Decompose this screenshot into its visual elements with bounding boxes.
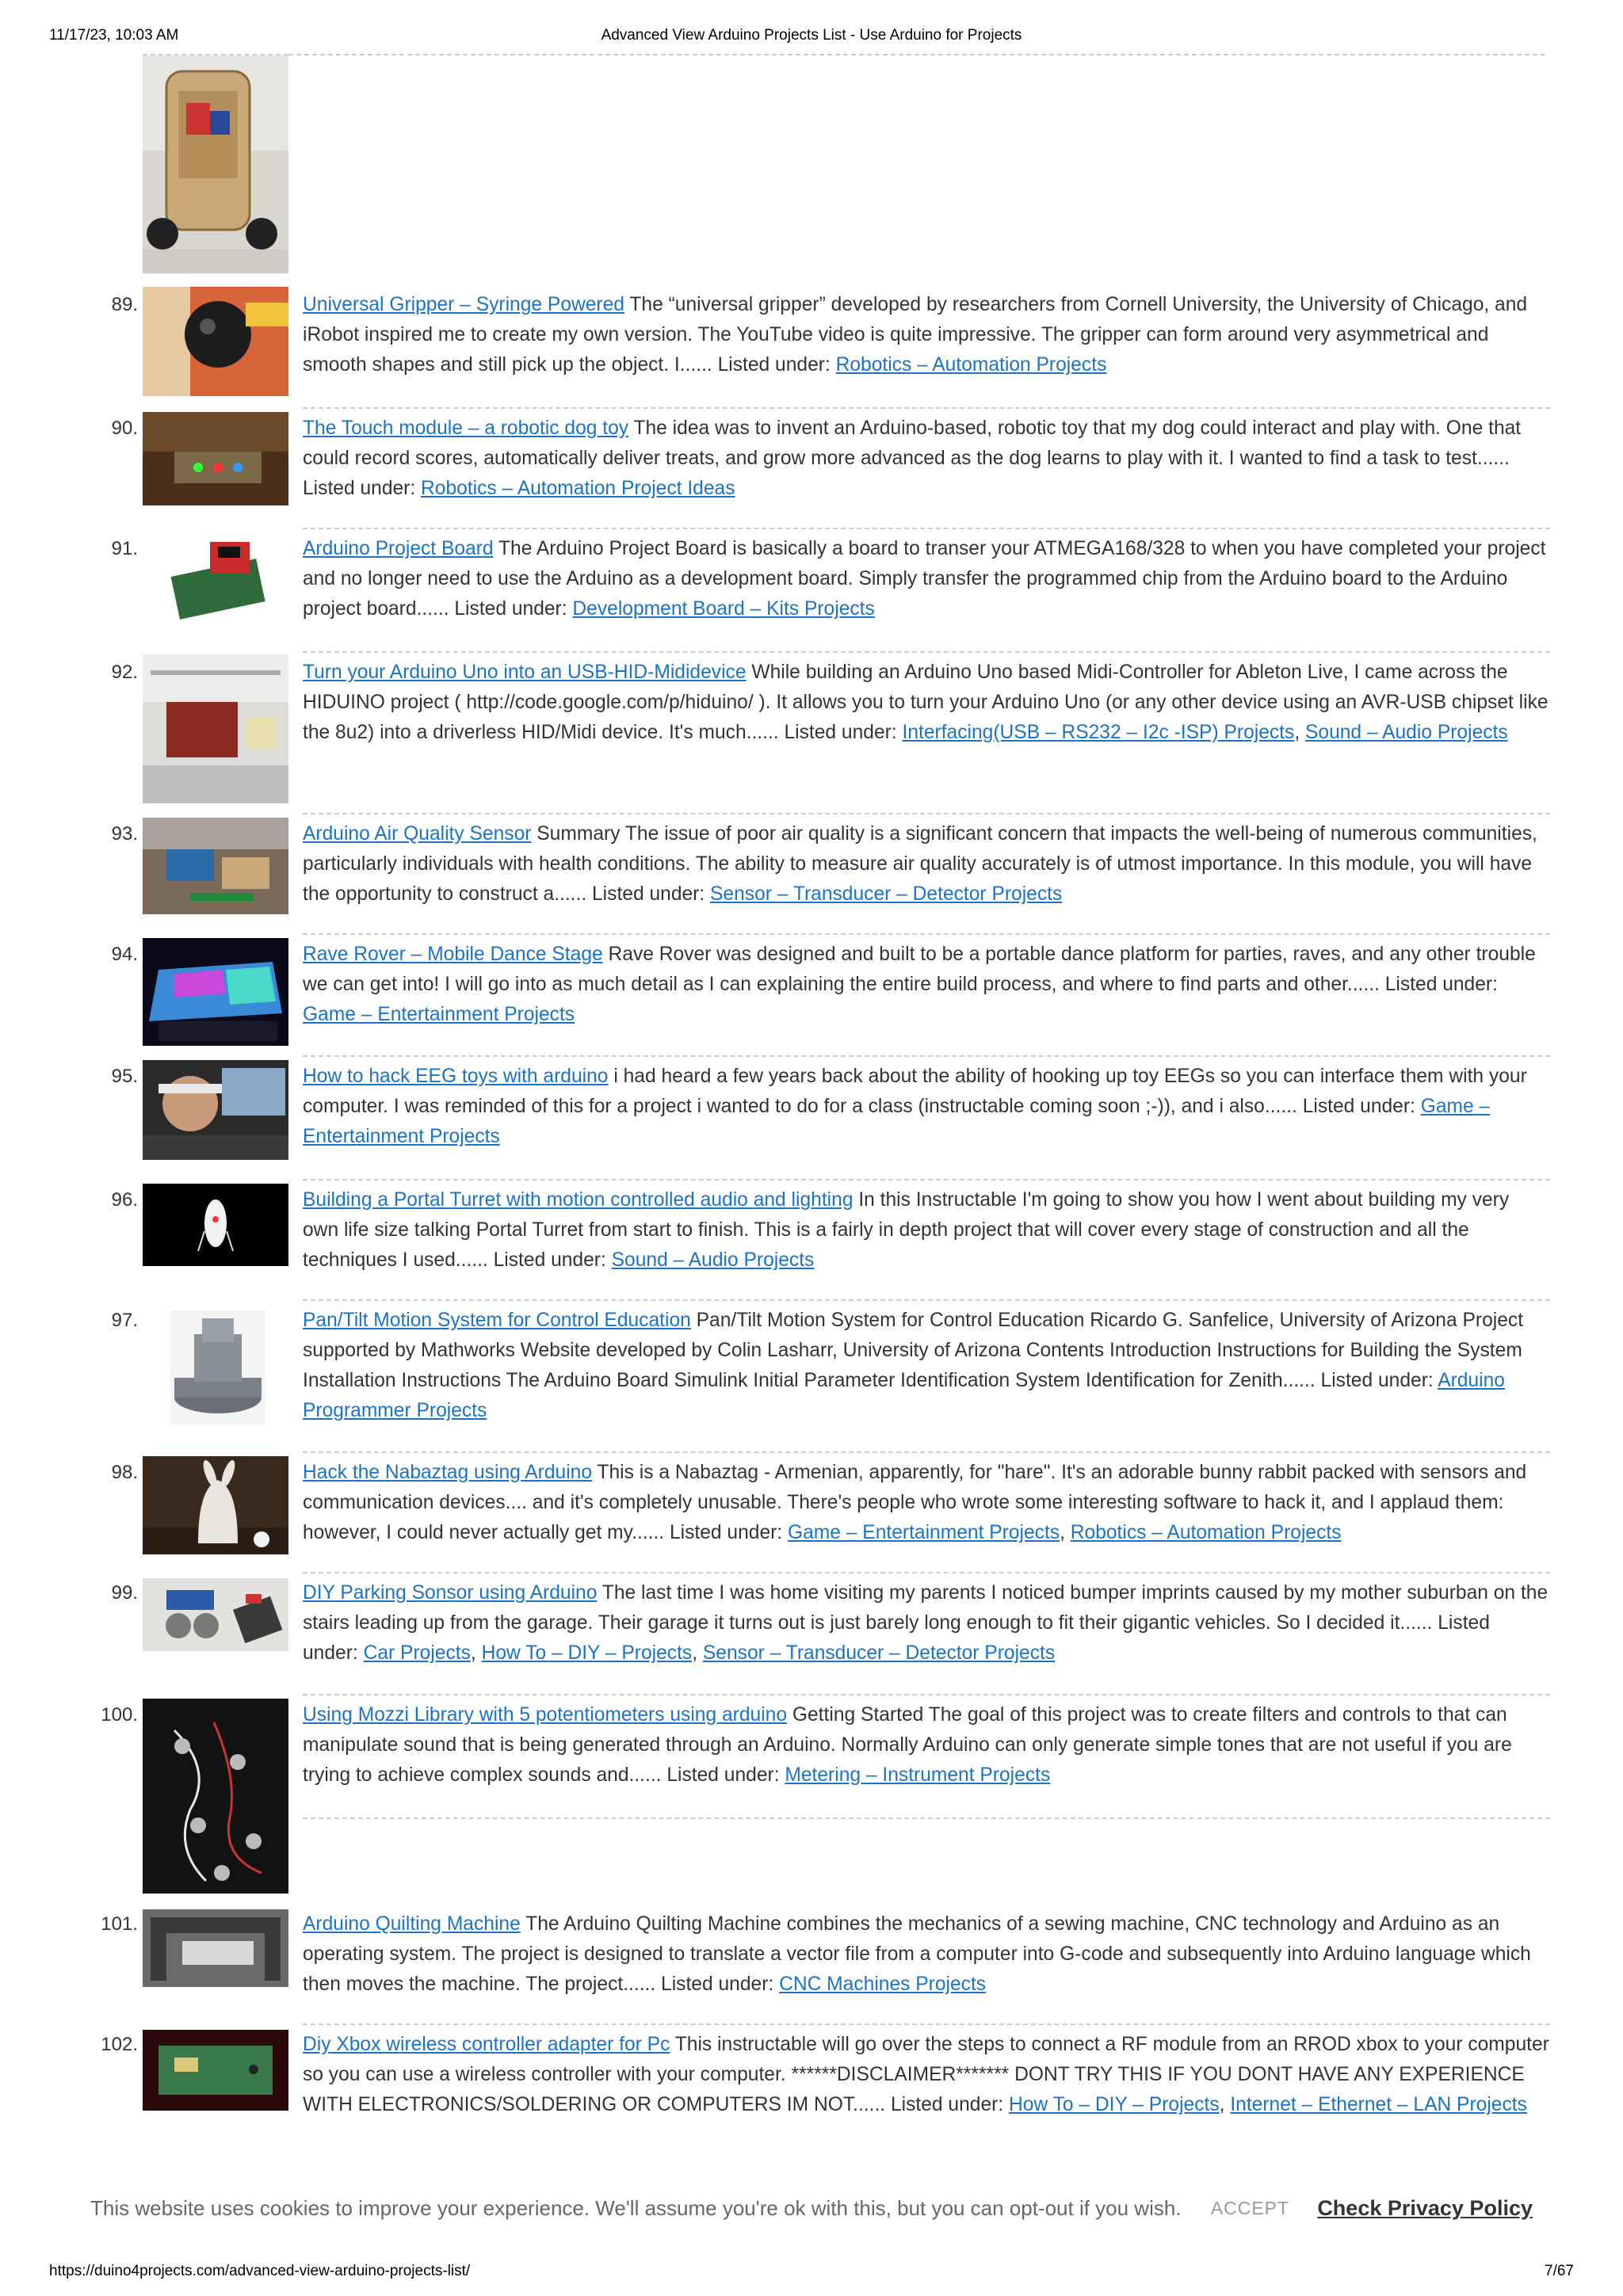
item-title-link[interactable]: Hack the Nabaztag using Arduino [303,1462,593,1483]
item-separator [303,1299,1550,1301]
category-link[interactable]: How To – DIY – Projects [1009,2094,1220,2115]
cookie-consent-bar [0,2195,1623,2234]
print-header [49,27,1574,46]
project-board-image [143,536,288,623]
item-body [303,819,1550,910]
quilting-machine-image [143,1909,288,1987]
category-link[interactable]: How To – DIY – Projects [481,1642,693,1664]
robot-chassis-image [143,55,288,273]
category-link[interactable]: Robotics – Automation Projects [1070,1522,1342,1543]
usb-hid-midi-image [143,654,288,803]
item-102-thumbnail[interactable] [143,2030,288,2111]
item-description: i had heard a few years back about the ability of hooking up toy EEGs so you can interface them with your computer. I was reminded of this for a project i wanted to do for a class (instructable coming soon ;-)), and i also...... Listed under: [303,1066,1527,1117]
category-link[interactable]: Robotics – Automation Project Ideas [421,478,735,499]
item-number: 101. [101,1913,138,1935]
item-description: Getting Started The goal of this project was to create filters and controls to that can manipulate sound that is being generated through an Arduino. Normally Arduino can only generate simple tones that are not useful if you are trying to achieve complex sounds and...... Listed under: [303,1704,1512,1786]
item-separator [303,1451,1550,1453]
item-separator [303,933,1550,935]
item-95-thumbnail[interactable] [143,1060,288,1160]
item-title-link[interactable]: How to hack EEG toys with arduino [303,1066,609,1087]
air-quality-sensor-image [143,818,288,914]
item-description: Pan/Tilt Motion System for Control Education Ricardo G. Sanfelice, University of Arizona Project supported by Mathworks Website developed by Colin Lasharr, University of Arizona Contents Introduction Instructions for Building the System Installation Instructions The Arduino Board Simulink Initial Parameter Identification System Identification for Zenith...... Listed under: [303,1310,1524,1391]
item-title-link[interactable]: Diy Xbox wireless controller adapter for Pc [303,2034,670,2055]
gripper-image [143,287,288,396]
rave-rover-image [143,938,288,1046]
print-page-number: 7/67 [1545,2263,1574,2279]
item-title-link[interactable]: Arduino Project Board [303,538,494,559]
item-number: 92. [111,662,138,683]
item-body [303,534,1550,624]
print-url: https://duino4projects.com/advanced-view-arduino-projects-list/ [49,2263,471,2279]
item-body: Turn your Arduino Uno into an USB-HID-Mididevice While building an Arduino Uno based Midi-Controller for Ableton Live, I came across the HIDUINO project ( http://code.google.com/p/hiduino/ ). It allows you to turn your Arduino Uno (or any other device using an AVR-USB chipset like the 8u2) into a driverless HID/Midi device. It's much...... Listed under: Interfacing(USB – RS232 – I2c -ISP) Projects, Sound – Audio Projects [303,662,1549,743]
item-number: 89. [111,294,138,315]
item-number: 97. [111,1310,138,1331]
item-body: Hack the Nabaztag using Arduino This is a Nabaztag - Armenian, apparently, for "hare". It's an adorable bunny rabbit packed with sensors and communication devices.... and it's completely unusable. There's people who wrote some interesting software to hack it, and I applaud them: however, I could never actually get my...... Listed under: Game – Entertainment Projects, Robotics – Automation Projects [303,1462,1527,1543]
category-link[interactable]: Development Board – Kits Projects [572,598,875,620]
item-title-link[interactable]: Universal Gripper – Syringe Powered [303,294,624,315]
print-footer [49,2263,1574,2282]
item-body [303,1306,1550,1426]
category-link[interactable]: Sound – Audio Projects [1305,722,1508,743]
category-link[interactable]: Game – Entertainment Projects [303,1096,1491,1147]
portal-turret-image [143,1184,288,1266]
item-body [303,414,1550,504]
xbox-adapter-image [143,2030,288,2111]
category-link[interactable]: Internet – Ethernet – LAN Projects [1230,2094,1527,2115]
item-description: Summary The issue of poor air quality is a significant concern that impacts the well-being of numerous communities, particularly individuals with health conditions. The ability to measure air quality accurately is of utmost importance. In this module, you will have the opportunity to construct a...... Listed under: [303,823,1537,905]
item-separator [288,54,1545,55]
item-title-link[interactable]: Pan/Tilt Motion System for Control Education [303,1310,691,1331]
item-body [303,1700,1550,1791]
item-description: The last time I was home visiting my parents I noticed bumper imprints caused by my mother suburban on the stairs leading up from the garage. Their garage it turns out is just barely long enough to fit their gigantic vehicles. So I decided it...... Listed under: [303,1582,1549,1664]
item-number: 90. [111,418,138,439]
item-body [303,290,1550,380]
item-separator [303,651,1550,653]
item-description: While building an Arduino Uno based Midi-Controller for Ableton Live, I came across the HIDUINO project ( http://code.google.com/p/hiduino/ ). It allows you to turn your Arduino Uno (or any other device using an AVR-USB chipset like the 8u2) into a driverless HID/Midi device. It's much...... Listed under: [303,662,1549,743]
item-99-thumbnail[interactable] [143,1578,288,1651]
print-date: 11/17/23, 10:03 AM [49,27,179,44]
item-91-thumbnail[interactable] [143,536,288,623]
item-90-thumbnail[interactable] [143,412,288,505]
category-link[interactable]: Robotics – Automation Projects [835,354,1107,376]
item-separator [303,1817,1550,1819]
item-body [303,940,1550,1030]
item-separator [303,407,1550,409]
category-link[interactable]: Sound – Audio Projects [611,1249,815,1271]
item-88-thumbnail[interactable] [143,54,288,273]
item-title-link[interactable]: Turn your Arduino Uno into an USB-HID-Mididevice [303,662,747,683]
item-96-thumbnail[interactable] [143,1184,288,1266]
item-description: In this Instructable I'm going to show you how I went about building my very own life size talking Portal Turret from start to finish. This is a fairly in depth project that will cover every stage of construction and all the techniques I used...... Listed under: [303,1189,1510,1271]
item-description: The “universal gripper” developed by researchers from Cornell University, the University of Chicago, and iRobot inspired me to create my own version. The YouTube video is quite impressive. The gripper can form around very asymmetrical and smooth shapes and still pick up the object. I...... Listed under: [303,294,1528,376]
item-body [303,1909,1550,2000]
item-description: This instructable will go over the steps to connect a RF module from an RROD xbox to your computer so you can use a wireless controller with your computer. ******DISCLAIMER******* DONT TRY THIS IF YOU DONT HAVE ANY EXPERIENCE WITH ELECTRONICS/SOLDERING OR COMPUTERS IM NOT...... Listed under: [303,2034,1549,2115]
item-number: 102. [101,2034,138,2055]
item-separator [303,813,1550,814]
item-89-thumbnail[interactable] [143,287,288,396]
item-number: 98. [111,1462,138,1483]
mozzi-potentiometers-image [143,1699,288,1894]
category-link[interactable]: Game – Entertainment Projects [303,1004,575,1025]
item-title-link[interactable]: DIY Parking Sonsor using Arduino [303,1582,598,1604]
item-separator [303,1055,1550,1057]
category-link[interactable]: Interfacing(USB – RS232 – I2c -ISP) Projects [902,722,1295,743]
category-link[interactable]: Sensor – Transducer – Detector Projects [702,1642,1056,1664]
item-title-link[interactable]: Using Mozzi Library with 5 potentiometers using arduino [303,1704,788,1726]
item-separator [303,1572,1550,1573]
item-description: This is a Nabaztag - Armenian, apparently, for "hare". It's an adorable bunny rabbit packed with sensors and communication devices.... and it's completely unusable. There's people who wrote some interesting software to hack it, and I applaud them: however, I could never actually get my...... Listed under: [303,1462,1527,1543]
item-separator [303,1179,1550,1180]
item-94-thumbnail[interactable] [143,938,288,1046]
item-body: DIY Parking Sonsor using Arduino The last time I was home visiting my parents I noticed bumper imprints caused by my mother suburban on the stairs leading up from the garage. Their garage it turns out is just barely long enough to fit their gigantic vehicles. So I decided it...... Listed under: Car Projects, How To – DIY – Projects, Sensor – Transducer – Detector Projects [303,1582,1549,1664]
cookie-message: This website uses cookies to improve your experience. We'll assume you're ok with this, but you can opt-out if you wish. [90,2195,1182,2220]
item-description: The Arduino Project Board is basically a board to transer your ATMEGA168/328 to when you have completed your project and no longer need to use the Arduino as a development board. Simply transfer the programmed chip from the Arduino board to the Arduino project board...... Listed under: [303,538,1546,620]
robotic-dog-toy-image [143,412,288,505]
item-92-thumbnail[interactable] [143,654,288,803]
item-body [303,1185,1550,1276]
item-description: Rave Rover was designed and built to be a portable dance platform for parties, raves, and any other trouble we can get into! I will go into as much detail as I can explaining the entire build process, and where to find parts and other...... Listed under: [303,944,1536,995]
item-description: The idea was to invent an Arduino-based, robotic toy that my dog could interact and play with. One that could record scores, automatically deliver treats, and grow more advanced as the dog learns to play with it. I wanted to find a task to test...... Listed under: [303,418,1522,499]
item-separator [303,2023,1550,2025]
item-title-link[interactable]: Building a Portal Turret with motion controlled audio and lighting [303,1189,854,1211]
item-98-thumbnail[interactable] [143,1456,288,1554]
item-description: The Arduino Quilting Machine combines the mechanics of a sewing machine, CNC technology and Arduino as an operating system. The project is designed to translate a vector file from a computer into G-code and subsequently into Arduino language which then moves the machine. The project...... Listed under: [303,1913,1531,1995]
print-page-title: Advanced View Arduino Projects List - Use Arduino for Projects [601,27,1022,44]
item-separator [303,528,1550,529]
nabaztag-image [143,1456,288,1554]
item-number: 93. [111,823,138,845]
category-link[interactable]: Metering – Instrument Projects [785,1764,1051,1786]
category-link[interactable]: Arduino Programmer Projects [303,1370,1505,1421]
item-100-thumbnail[interactable] [143,1699,288,1894]
item-number: 99. [111,1582,138,1604]
item-body [303,1062,1550,1152]
item-number: 94. [111,944,138,965]
item-97-thumbnail[interactable] [143,1310,288,1425]
item-separator [303,1694,1550,1695]
category-link[interactable]: Game – Entertainment Projects [787,1522,1060,1543]
item-number: 100. [101,1704,138,1726]
item-title-link[interactable]: Arduino Air Quality Sensor [303,823,532,845]
privacy-policy-link[interactable]: Check Privacy Policy [1317,2195,1533,2220]
accept-cookies-button[interactable]: ACCEPT [1210,2197,1290,2218]
item-93-thumbnail[interactable] [143,818,288,914]
item-number: 91. [111,538,138,559]
parking-sensor-image [143,1578,288,1651]
category-link[interactable]: Sensor – Transducer – Detector Projects [710,883,1063,905]
pan-tilt-system-image [143,1310,288,1425]
category-link[interactable]: Car Projects [363,1642,471,1664]
item-number: 95. [111,1066,138,1087]
item-title-link[interactable]: Arduino Quilting Machine [303,1913,521,1935]
category-link[interactable]: CNC Machines Projects [779,1974,987,1995]
eeg-toys-image [143,1060,288,1160]
item-number: 96. [111,1189,138,1211]
item-title-link[interactable]: Rave Rover – Mobile Dance Stage [303,944,603,965]
item-101-thumbnail[interactable] [143,1909,288,1987]
item-title-link[interactable]: The Touch module – a robotic dog toy [303,418,629,439]
item-body: Diy Xbox wireless controller adapter for Pc This instructable will go over the steps to connect a RF module from an RROD xbox to your computer so you can use a wireless controller with your computer. ******DISCLAIMER******* DONT TRY THIS IF YOU DONT HAVE ANY EXPERIENCE WITH ELECTRONICS/SOLDERING OR COMPUTERS IM NOT...... Listed under: How To – DIY – Projects, Internet – Ethernet – LAN Projects [303,2034,1549,2115]
